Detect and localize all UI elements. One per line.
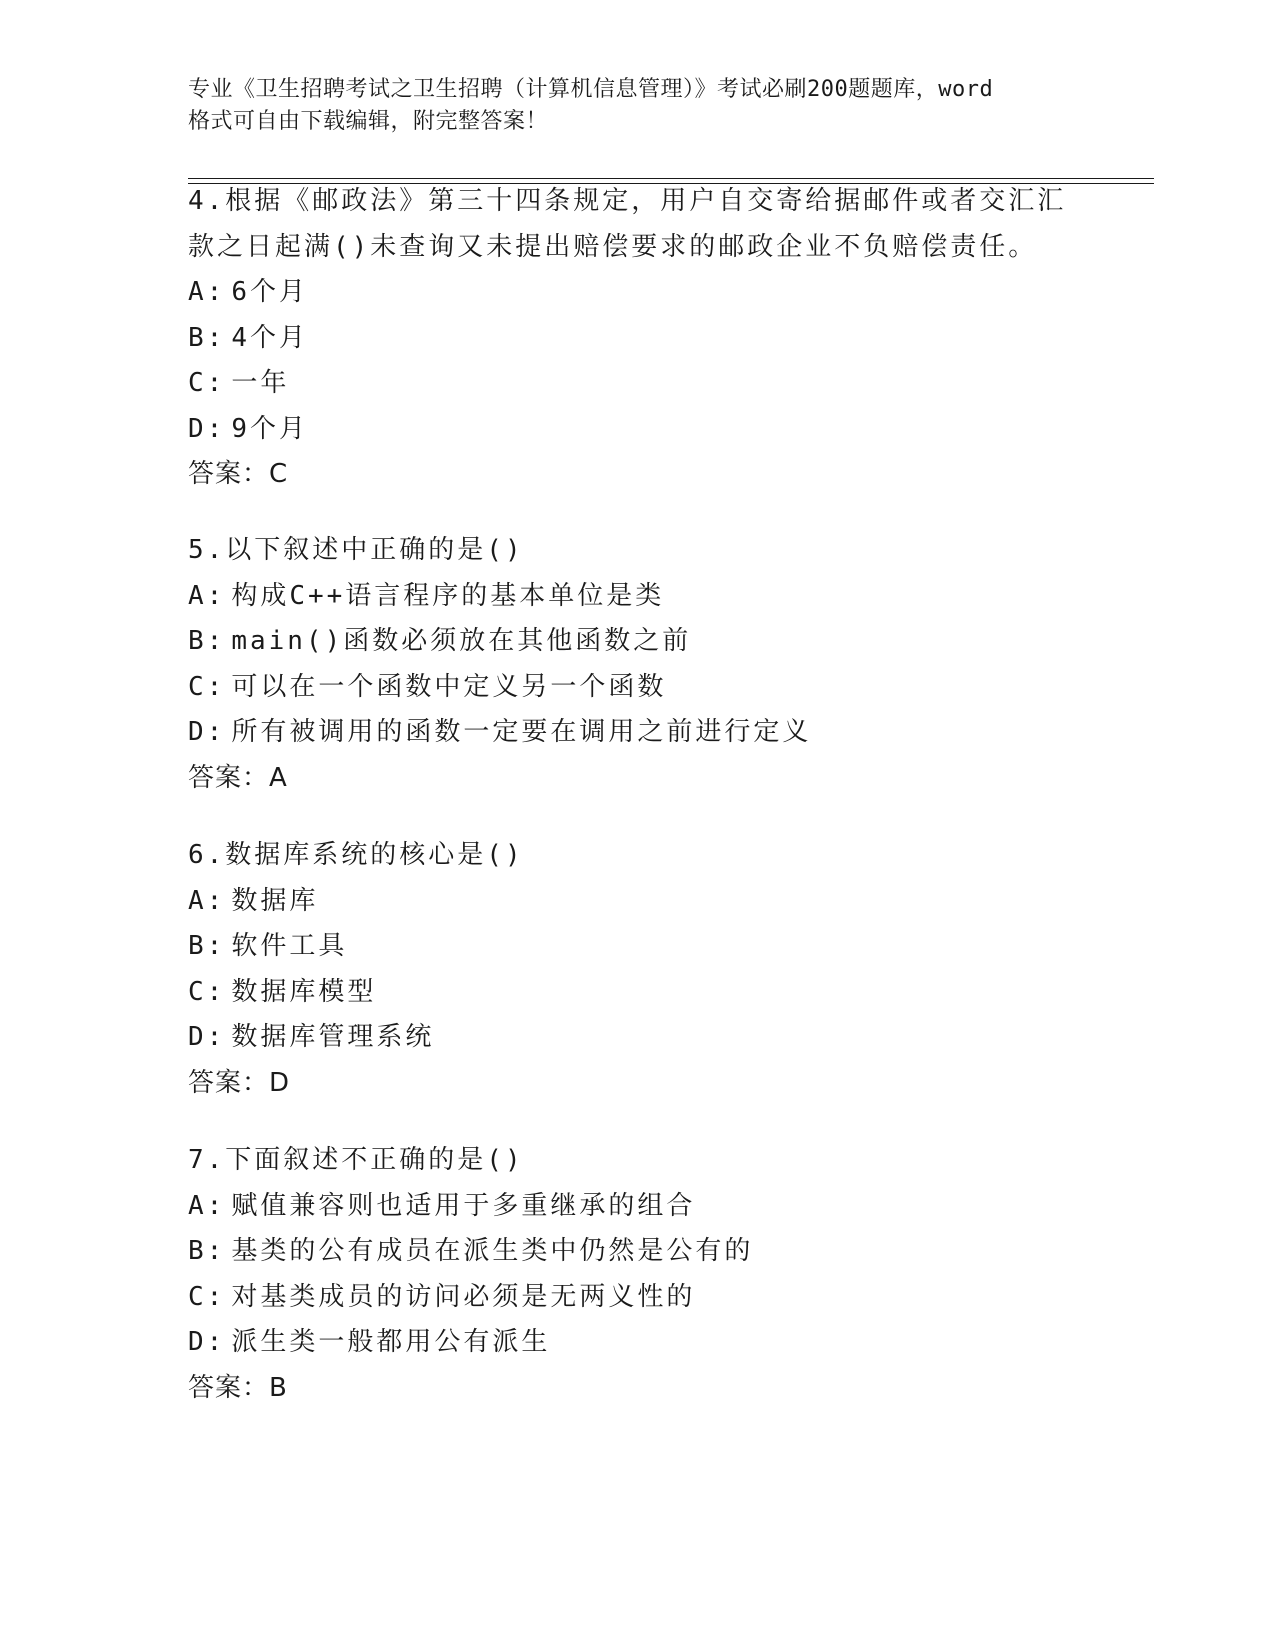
option-letter: B (188, 931, 207, 961)
answer-label: 答案：D (188, 1067, 291, 1098)
question-5 (188, 528, 1088, 801)
option-text: 软件工具 (231, 931, 348, 961)
option-text: 构成C++语言程序的基本单位是类 (231, 580, 665, 611)
option-letter: A (188, 885, 207, 916)
option-b: B: 基类的公有成员在派生类中仍然是公有的 (188, 1236, 754, 1266)
option-d: D: 所有被调用的函数一定要在调用之前进行定义 (188, 717, 812, 747)
option-text: 可以在一个函数中定义另一个函数 (231, 671, 667, 702)
option-d: D: 9个月 (188, 413, 308, 444)
option-text: 数据库模型 (231, 976, 377, 1007)
option-letter: D (188, 1022, 207, 1052)
option-letter: A (188, 1190, 207, 1221)
option-letter: C (188, 671, 207, 702)
option-letter: D (188, 413, 207, 444)
question-stem-line: 款之日起满()未查询又未提出赔偿要求的邮政企业不负赔偿责任。 (188, 231, 1038, 262)
option-letter: D (188, 1327, 207, 1357)
option-text: 所有被调用的函数一定要在调用之前进行定义 (231, 717, 812, 747)
option-letter: B (188, 322, 207, 353)
question-6 (188, 833, 1088, 1106)
question-7 (188, 1138, 1088, 1411)
answer-label: 答案：B (188, 1372, 288, 1403)
option-letter: A (188, 580, 207, 611)
option-text: 4个月 (231, 322, 308, 353)
option-text: 6个月 (231, 277, 308, 307)
option-d: D: 派生类一般都用公有派生 (188, 1327, 551, 1357)
option-c: C: 对基类成员的访问必须是无两义性的 (188, 1281, 696, 1312)
answer-label: 答案：A (188, 762, 288, 793)
header-line-2: 格式可自由下载编辑，附完整答案！ (188, 109, 549, 134)
option-letter: C (188, 368, 207, 398)
option-text: 赋值兼容则也适用于多重继承的组合 (231, 1190, 696, 1221)
question-stem-line: 7.下面叙述不正确的是() (188, 1145, 524, 1175)
option-text: 一年 (231, 368, 290, 398)
option-a: A: 构成C++语言程序的基本单位是类 (188, 580, 665, 611)
option-d: D: 数据库管理系统 (188, 1022, 435, 1052)
question-stem-line: 6.数据库系统的核心是() (188, 840, 524, 870)
question-stem-line: 4.根据《邮政法》第三十四条规定，用户自交寄给据邮件或者交汇汇 (188, 186, 1067, 216)
option-letter: B (188, 626, 207, 656)
option-text: 派生类一般都用公有派生 (231, 1327, 551, 1357)
option-b: B: main()函数必须放在其他函数之前 (188, 626, 692, 656)
option-letter: B (188, 1236, 207, 1266)
option-text: 基类的公有成员在派生类中仍然是公有的 (231, 1236, 754, 1266)
option-letter: A (188, 277, 207, 307)
option-letter: D (188, 717, 207, 747)
option-letter: C (188, 976, 207, 1007)
option-b: B: 软件工具 (188, 931, 348, 961)
option-letter: C (188, 1281, 207, 1312)
option-c: C: 一年 (188, 368, 290, 398)
option-text: 9个月 (231, 413, 308, 444)
header-line-1: 专业《卫生招聘考试之卫生招聘（计算机信息管理）》考试必刷200题题库，word (188, 77, 994, 102)
option-c: C: 数据库模型 (188, 976, 377, 1007)
question-stem-line: 5.以下叙述中正确的是() (188, 535, 524, 565)
option-a: A: 数据库 (188, 885, 319, 916)
answer-label: 答案：C (188, 459, 289, 489)
option-b: B: 4个月 (188, 322, 308, 353)
option-a: A: 赋值兼容则也适用于多重继承的组合 (188, 1190, 696, 1221)
option-c: C: 可以在一个函数中定义另一个函数 (188, 671, 667, 702)
option-text: 对基类成员的访问必须是无两义性的 (231, 1281, 696, 1312)
option-text: main()函数必须放在其他函数之前 (231, 626, 692, 656)
option-text: 数据库管理系统 (231, 1022, 435, 1052)
option-text: 数据库 (231, 885, 319, 916)
option-a: A: 6个月 (188, 277, 308, 307)
question-4 (188, 179, 1088, 498)
document-header (188, 74, 1088, 138)
